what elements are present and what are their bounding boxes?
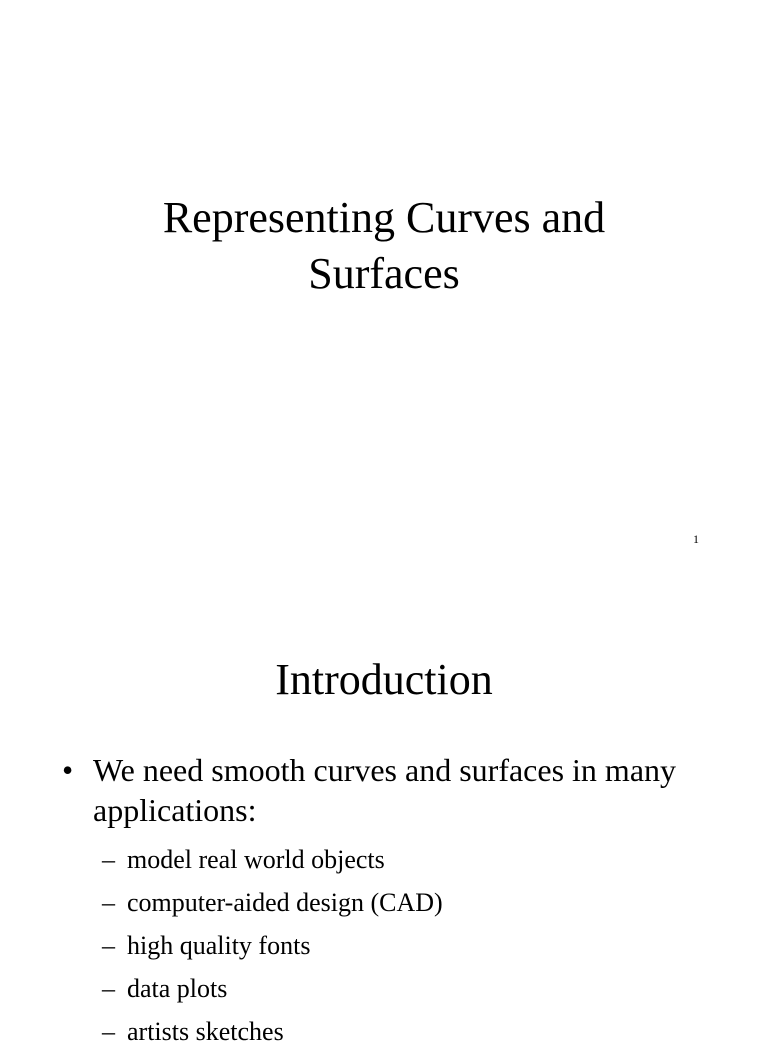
page-number: 1: [693, 532, 699, 546]
bullet-marker: •: [62, 752, 74, 788]
list-item-text: data plots: [127, 974, 228, 1003]
slide-introduction: [0, 576, 768, 1046]
bullet-text: We need smooth curves and surfaces in many applications:: [93, 752, 677, 828]
slide-title-heading: [0, 190, 768, 302]
dash-marker: –: [102, 931, 115, 960]
list-item-text: model real world objects: [127, 845, 385, 874]
title-line-2: Surfaces: [308, 249, 460, 298]
list-item-text: artists sketches: [127, 1017, 284, 1046]
dash-marker: –: [102, 974, 115, 1003]
list-item: [102, 924, 443, 967]
dash-marker: –: [102, 888, 115, 917]
list-item-text: high quality fonts: [127, 931, 311, 960]
sub-bullet-list: [102, 838, 443, 1053]
dash-marker: –: [102, 845, 115, 874]
list-item-text: computer-aided design (CAD): [127, 888, 443, 917]
list-item: [102, 1010, 443, 1053]
list-item: [102, 881, 443, 924]
slide-introduction-heading: Introduction: [275, 655, 493, 704]
dash-marker: –: [102, 1017, 115, 1046]
list-item: [102, 967, 443, 1010]
title-line-1: Representing Curves and: [162, 193, 606, 242]
list-item: [102, 838, 443, 881]
